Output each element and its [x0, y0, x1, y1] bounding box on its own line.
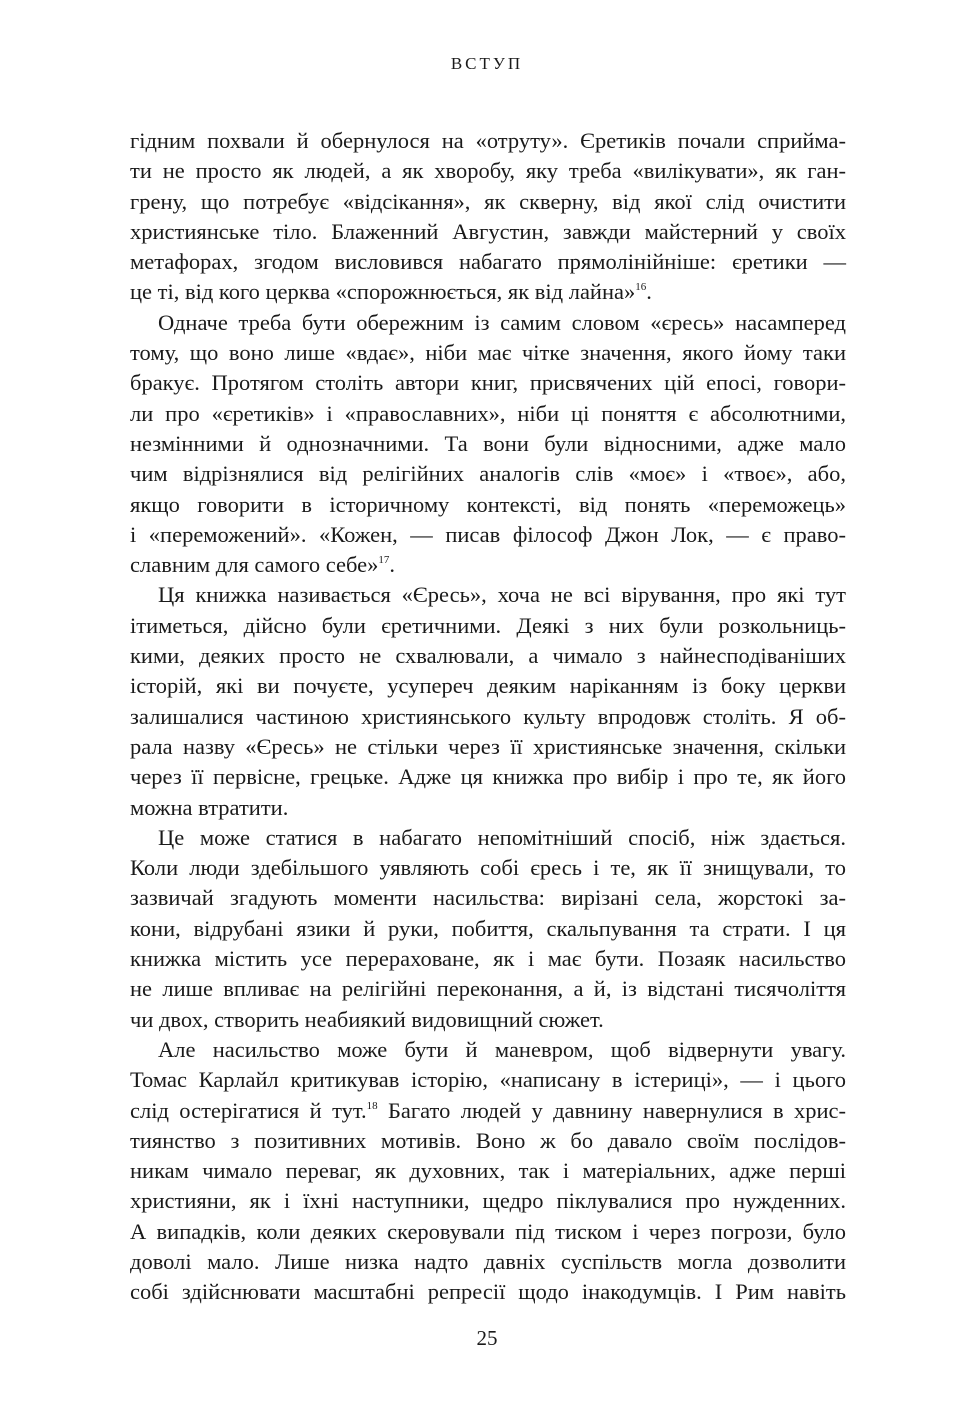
line-text: . [646, 279, 652, 305]
line-text: слід остерігатися й тут. [130, 1097, 367, 1123]
text-line [130, 1096, 846, 1126]
text-line: тиянство з позитивних мотивів. Воно ж бо давало своїм послідов- [130, 1127, 846, 1153]
line-text: . [389, 552, 395, 578]
text-line: гідним похвали й обернулося на «отруту». Єретиків почали сприйма- [130, 128, 846, 153]
running-header: ВСТУП [450, 54, 524, 73]
text-line: не лише впливає на релігійні переконання, а й, із відстані тисячоліття [130, 976, 846, 1002]
footnote-ref: 18 [366, 1099, 378, 1112]
text-line: тому, що воно лише «вдає», ніби має чітке значення, якого йому таки [130, 340, 846, 366]
body-text [130, 126, 846, 1308]
text-line: ітиметься, дійсно були єретичними. Деякі з них були розкольниць- [130, 612, 846, 638]
footnote-ref: 16 [635, 281, 647, 294]
text-line: можна втратити. [130, 794, 289, 820]
text-line: грену, що потребує «відсікання», як скверну, від якої слід очистити [130, 188, 846, 214]
text-line: Це може статися в набагато непомітніший спосіб, ніж здається. [158, 824, 846, 850]
text-line: Ця книжка називається «Єресь», хоча не всі вірування, про які тут [158, 582, 846, 608]
text-line: рала назву «Єресь» не стільки через її християнське значення, скільки [130, 733, 846, 759]
text-line: собі здійснювати масштабні репресії щодо інакодумців. І Рим навіть [130, 1279, 846, 1305]
text-line: через її первісне, грецьке. Адже ця книжка про вибір і про те, як його [130, 764, 846, 790]
text-line: А випадків, коли деяких скеровували під тиском і через погрози, було [130, 1218, 846, 1244]
text-line: незмінними й однозначними. Та вони були відносними, адже мало [130, 430, 846, 456]
text-line: залишалися частиною християнського культу впродовж століть. Я об- [130, 703, 846, 729]
text-line: никам чимало переваг, як духовних, так і матеріальних, адже перші [130, 1158, 846, 1184]
text-line: історій, які ви почуєте, усупереч деяким наріканням із боку церкви [130, 673, 846, 699]
text-line: ти не просто як людей, а як хворобу, яку треба «вилікувати», як ган- [130, 158, 846, 184]
text-line: християнське тіло. Блаженний Августин, завжди майстерний у своїх [130, 218, 846, 244]
text-line: християни, як і їхні наступники, щедро піклувалися про нужденних. [130, 1188, 846, 1214]
text-line: бракує. Протягом століть автори книг, присвячених цій епосі, говори- [130, 370, 846, 396]
text-line: і «переможений». «Кожен, — писав філософ Джон Лок, — є право- [130, 521, 846, 547]
text-line [130, 277, 846, 307]
line-text: це ті, від кого церква «спорожнюється, як від лайна» [130, 279, 636, 305]
text-line [130, 550, 846, 580]
line-text: Багато людей у давнину навернулися в хрис- [377, 1097, 846, 1123]
text-line: Томас Карлайл критикував історію, «написану в істериці», — і цього [130, 1067, 846, 1093]
text-line: кими, деяких просто не схвалювали, а чимало з найнесподіваніших [130, 643, 846, 669]
text-line: доволі мало. Лише низка надто давніх суспільств могла дозволити [130, 1248, 846, 1274]
line-text: славним для самого себе» [130, 552, 379, 578]
text-line: зазвичай згадують моменти насильства: вирізані села, жорстокі за- [130, 885, 846, 911]
text-line: ли про «єретиків» і «православних», ніби ці поняття є абсолютними, [130, 400, 846, 426]
text-line: Але насильство може бути й маневром, щоб відвернути увагу. [158, 1036, 846, 1062]
page-number: 25 [476, 1326, 498, 1350]
text-line: Одначе треба бути обережним із самим словом «єресь» насамперед [158, 309, 846, 335]
text-line: кони, відрубані язики й руки, побиття, скальпування та страти. І ця [130, 915, 846, 941]
text-line: якщо говорити в історичному контексті, від понять «переможець» [130, 491, 846, 517]
text-line: метафорах, згодом висловився набагато прямолінійніше: єретики — [130, 249, 846, 275]
text-line: Коли люди здебільшого уявляють собі єресь і те, як її знищували, то [130, 855, 846, 881]
footnote-ref: 17 [378, 554, 390, 567]
text-line: чи двох, створить неабиякий видовищний сюжет. [130, 1006, 604, 1032]
text-line: книжка містить усе перераховане, як і має бути. Позаяк насильство [130, 946, 846, 972]
text-line: чим відрізнялися від релігійних аналогів слів «моє» і «твоє», або, [130, 461, 846, 487]
